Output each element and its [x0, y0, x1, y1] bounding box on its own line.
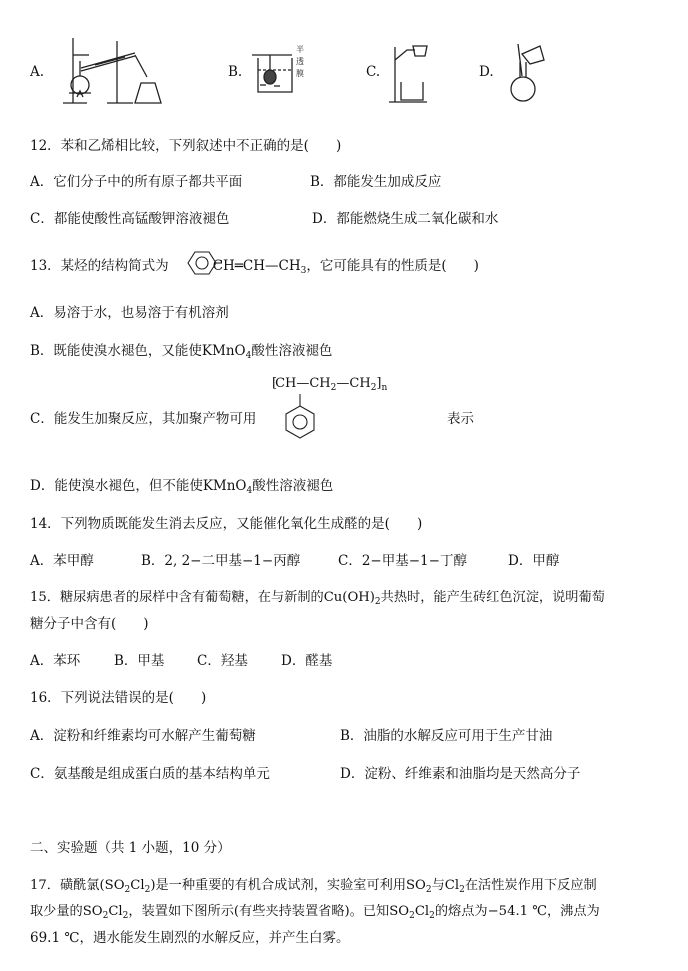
polymer-mid: —CH — [336, 376, 371, 391]
q15-stem-sub: 2 — [374, 597, 381, 607]
q13-option-b-post: 酸性溶液褪色 — [251, 343, 333, 359]
q12-stem: 12．苯和乙烯相比较，下列叙述中不正确的是( ) — [30, 138, 342, 154]
q13-stem — [30, 254, 479, 276]
q15-stem-post: 共热时，能产生砖红色沉淀，说明葡萄 — [380, 590, 605, 605]
q14-option-b: B．2, 2−二甲基−1−丙醇 — [141, 553, 301, 569]
q17-l2s1: 2 — [102, 911, 109, 921]
q13-stem-post: ，它可能具有的性质是( ) — [306, 258, 479, 274]
q13-option-b-sub: 4 — [245, 351, 252, 361]
q17-l1s2: 2 — [144, 885, 151, 895]
q17-line3: 69.1 ℃，遇水能发生剧烈的水解反应，并产生白雾。 — [30, 930, 350, 946]
q17-l1s1: 2 — [124, 885, 131, 895]
q15-option-a: A．苯环 — [30, 653, 81, 669]
q15-stem — [30, 586, 605, 607]
q15-stem-line2: 糖分子中含有( ) — [30, 616, 149, 632]
distillation-apparatus-image — [55, 33, 170, 108]
q17-l2s3: 2 — [409, 911, 415, 921]
q15-option-b: B．甲基 — [114, 653, 165, 669]
q12-option-b: B．都能发生加成反应 — [310, 174, 442, 190]
q17-l2d: Cl — [414, 904, 430, 919]
membrane-label-2: 透 — [296, 57, 304, 66]
q16-option-d: D．淀粉、纤维素和油脂均是天然高分子 — [340, 766, 581, 782]
q13-option-b — [30, 339, 332, 361]
polymer-sub-2: 2 — [370, 383, 377, 393]
q17-l2e: 的熔点为−54.1 ℃，沸点为 — [434, 904, 600, 919]
filtration-apparatus-image — [385, 42, 435, 106]
q16-option-c: C．氨基酸是组成蛋白质的基本结构单元 — [30, 766, 270, 782]
q17-l2a: 取少量的SO — [30, 904, 103, 919]
q17-l2b: Cl — [108, 904, 123, 919]
option-c-label: C. — [366, 64, 381, 80]
q17-l2s2: 2 — [122, 911, 129, 921]
section-2-title: 二、实验题（共 1 小题，10 分） — [30, 840, 231, 856]
polymer-benzene-ring-icon — [278, 394, 322, 450]
q14-option-d: D．甲醇 — [508, 553, 560, 569]
q17-l1c: )是一种重要的有机合成试剂，实验室可利用SO — [150, 878, 426, 893]
q17-l2s4: 2 — [429, 911, 435, 921]
volumetric-flask-image — [500, 42, 555, 106]
q16-stem: 16．下列说法错误的是( ) — [30, 690, 207, 706]
q15-stem-pre: 15．糖尿病患者的尿样中含有葡萄糖，在与新制的Cu(OH) — [30, 590, 375, 605]
membrane-label-3: 膜 — [296, 69, 304, 78]
polymer-repeat-unit — [272, 376, 387, 393]
q13-option-d-post: 酸性溶液褪色 — [252, 478, 334, 494]
q17-l1d: 与Cl — [431, 878, 460, 893]
q17-l1e: 在活性炭作用下反应制 — [464, 878, 597, 893]
q15-option-c: C．羟基 — [197, 653, 248, 669]
polymer-text: CH—CH — [275, 376, 331, 391]
q13-option-b-pre: B．既能使溴水褪色，又能使KMnO — [30, 343, 246, 359]
q17-l1a: 17．磺酰氯(SO — [30, 878, 125, 893]
q17-l1s3: 2 — [425, 885, 432, 895]
q12-option-d: D．都能燃烧生成二氧化碳和水 — [312, 211, 499, 227]
q13-option-d-sub: 4 — [246, 486, 253, 496]
polymer-sub-1: 2 — [330, 383, 337, 393]
q16-option-a: A．淀粉和纤维素均可水解产生葡萄糖 — [30, 728, 256, 744]
q17-line2 — [30, 900, 600, 921]
q13-option-c-pre: C．能发生加聚反应，其加聚产物可用 — [30, 411, 257, 427]
benzene-ring-icon — [180, 248, 222, 278]
q13-struct-sub: 3 — [300, 266, 307, 276]
q15-option-d: D．醛基 — [281, 653, 333, 669]
option-b-label: B. — [228, 64, 243, 80]
q17-line1 — [30, 874, 597, 895]
membrane-label-1: 半 — [296, 45, 304, 54]
polymer-n: n — [381, 383, 388, 393]
q17-l2c: ，装置如下图所示(有些夹持装置省略)。已知SO — [128, 904, 410, 919]
q14-option-a: A．苯甲醇 — [30, 553, 94, 569]
q13-stem-pre: 13．某烃的结构简式为 — [30, 258, 169, 274]
q17-l1b: Cl — [130, 878, 145, 893]
q16-option-b: B．油脂的水解反应可用于生产甘油 — [340, 728, 553, 744]
option-d-label: D. — [479, 64, 494, 80]
q12-option-c: C．都能使酸性高锰酸钾溶液褪色 — [30, 211, 230, 227]
option-a-label: A. — [30, 64, 45, 80]
q17-l1s4: 2 — [459, 885, 465, 895]
q13-struct: CH═CH—CH — [212, 258, 301, 274]
q13-option-d — [30, 474, 333, 496]
q13-option-c-post: 表示 — [447, 411, 474, 427]
q13-option-a: A．易溶于水，也易溶于有机溶剂 — [30, 305, 229, 321]
polymer-bracket-left: [ — [272, 376, 276, 391]
q12-option-a: A．它们分子中的所有原子都共平面 — [30, 174, 243, 190]
polymer-bracket-right: ] — [376, 376, 382, 391]
q14-option-c: C．2−甲基−1−丁醇 — [338, 553, 467, 569]
dialysis-apparatus-image — [244, 40, 310, 105]
q14-stem: 14．下列物质既能发生消去反应，又能催化氧化生成醛的是( ) — [30, 516, 423, 532]
q13-option-d-pre: D．能使溴水褪色，但不能使KMnO — [30, 478, 247, 494]
